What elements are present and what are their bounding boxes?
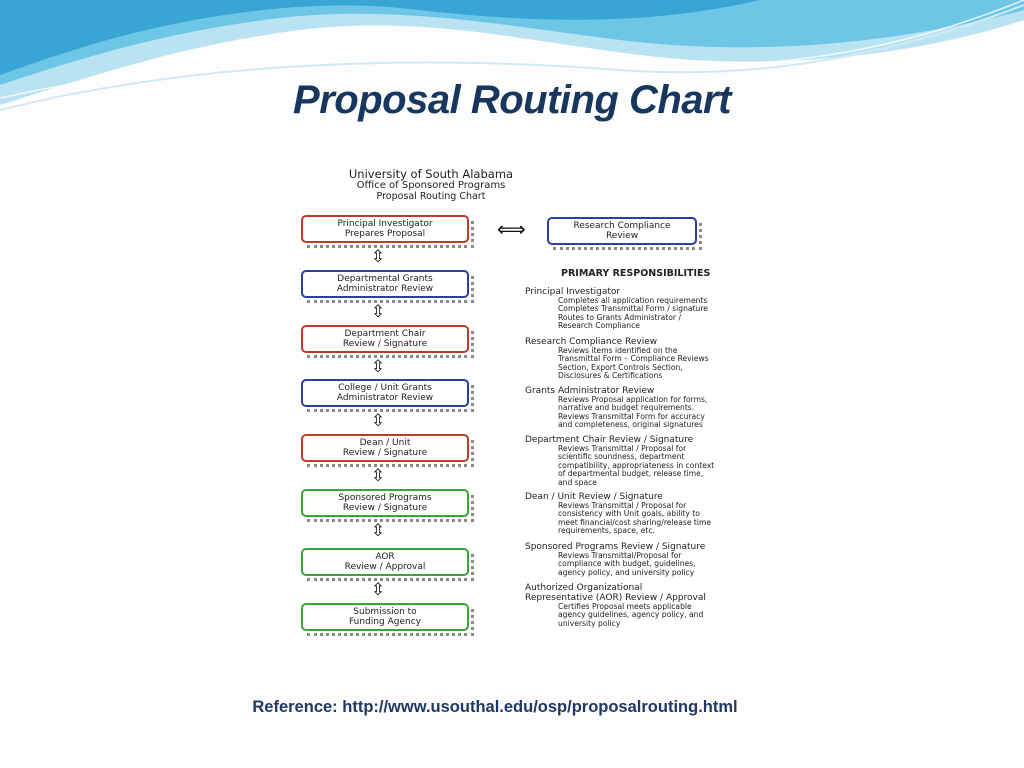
responsibility-description: Completes all application requirements Completes Transmittal Form / signature Routes to Grants Administrator / Research Compliance (558, 296, 708, 331)
flow-box-sponsored-programs: Sponsored Programs Review / Signature (301, 489, 469, 517)
responsibility-description: Reviews Transmittal/Proposal for compliance with budget, guidelines, agency policy, and university policy (558, 551, 696, 577)
responsibility-description: Reviews Transmittal / Proposal for consistency with Unit goals, ability to meet financial/cost sharing/release time requirements, space, etc. (558, 501, 712, 536)
flow-arrow-icon: ⇳ (370, 302, 386, 322)
chart-header-title: Proposal Routing Chart (376, 191, 486, 202)
flow-arrow-icon: ⇳ (370, 580, 386, 600)
responsibility-aor (525, 583, 755, 628)
responsibility-title: Sponsored Programs Review / Signature (525, 542, 706, 552)
flow-arrow-icon: ⇳ (370, 411, 386, 431)
responsibility-title: Principal Investigator (525, 287, 621, 297)
chart-header-office: Office of Sponsored Programs (356, 180, 506, 191)
flow-box-college-unit-grants: College / Unit Grants Administrator Review (301, 379, 469, 407)
flow-box-departmental-grants: Departmental Grants Administrator Review (301, 270, 469, 298)
responsibilities-heading: PRIMARY RESPONSIBILITIES (561, 268, 711, 279)
chart-header-university: University of South Alabama (348, 167, 514, 181)
bidirectional-arrow-icon: ⟺ (497, 217, 526, 241)
flow-arrow-icon: ⇳ (370, 247, 386, 267)
flow-box-research-compliance: Research Compliance Review (547, 217, 697, 245)
responsibility-description: Reviews items identified on the Transmittal Form – Compliance Reviews Section, Export Controls Section, Disclosures & Certifications (558, 346, 709, 381)
slide-title: Proposal Routing Chart (293, 78, 731, 122)
responsibility-dean-unit (525, 492, 755, 536)
responsibility-title: Research Compliance Review (525, 337, 658, 347)
responsibility-description: Certifies Proposal meets applicable agency guidelines, agency policy, and university policy (558, 602, 704, 628)
reference-link[interactable]: Reference: http://www.usouthal.edu/osp/proposalrouting.html (252, 698, 738, 716)
flow-box-dean-unit: Dean / Unit Review / Signature (301, 434, 469, 462)
responsibility-sponsored-programs (525, 542, 755, 577)
flow-arrow-icon: ⇳ (370, 357, 386, 377)
responsibility-title: Grants Administrator Review (525, 386, 655, 396)
flow-arrow-icon: ⇳ (370, 466, 386, 486)
responsibility-description: Reviews Transmittal / Proposal for scientific soundness, department compatibility, appropriateness in context of departmental budget, release time, and space (558, 444, 715, 487)
flow-box-aor: AOR Review / Approval (301, 548, 469, 576)
routing-chart-image (231, 145, 801, 675)
responsibility-principal-investigator (525, 287, 755, 331)
flow-box-principal-investigator: Principal Investigator Prepares Proposal (301, 215, 469, 243)
responsibility-description: Reviews Proposal application for forms, narrative and budget requirements. Reviews Transmittal Form for accuracy and completeness, original signatures (558, 395, 708, 430)
flow-arrow-icon: ⇳ (370, 521, 386, 541)
responsibility-research-compliance (525, 337, 755, 381)
responsibility-title: Authorized Organizational Representative (AOR) Review / Approval (525, 583, 706, 603)
responsibility-title: Department Chair Review / Signature (525, 435, 694, 445)
responsibility-title: Dean / Unit Review / Signature (525, 492, 663, 502)
responsibility-department-chair (525, 435, 755, 487)
responsibility-grants-administrator (525, 386, 755, 430)
flow-box-department-chair: Department Chair Review / Signature (301, 325, 469, 353)
flow-box-submission: Submission to Funding Agency (301, 603, 469, 631)
